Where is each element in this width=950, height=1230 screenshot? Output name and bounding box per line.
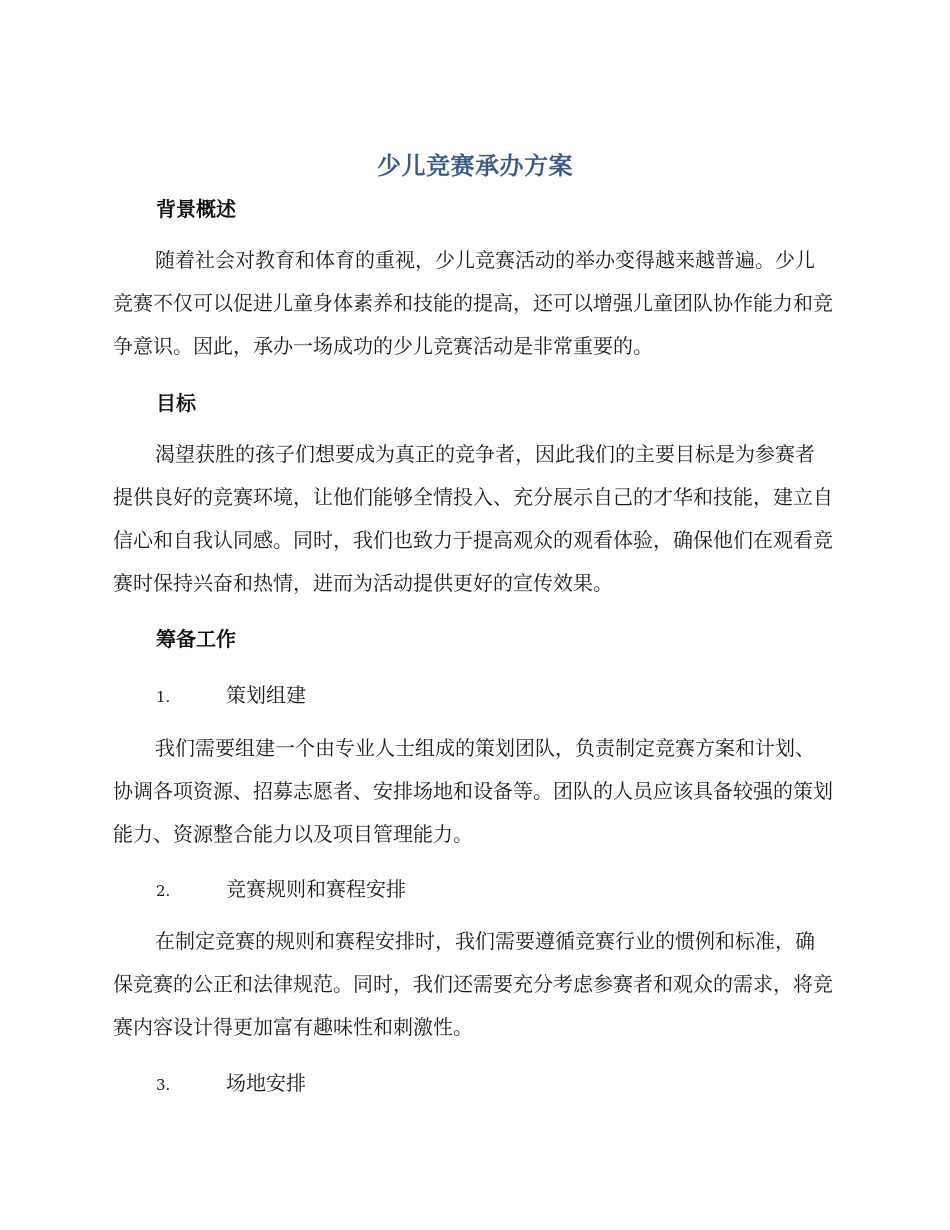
list-item-rules-schedule	[156, 873, 406, 902]
list-number: 3.	[156, 1076, 171, 1094]
list-item-label: 策划组建	[226, 683, 306, 707]
list-item-label: 场地安排	[226, 1071, 306, 1095]
paragraph-planning: 我们需要组建一个由专业人士组成的策划团队，负责制定竞赛方案和计划、协调各项资源、招募志愿者、安排场地和设备等。团队的人员应该具备较强的策划能力、资源整合能力以及项目管理能力。	[113, 736, 833, 846]
paragraph-rules-schedule: 在制定竞赛的规则和赛程安排时，我们需要遵循竞赛行业的惯例和标准，确保竞赛的公正和法律规范。同时，我们还需要充分考虑参赛者和观众的需求，将竞赛内容设计得更加富有趣味性和刺激性。	[113, 929, 833, 1039]
list-item-planning	[156, 679, 306, 708]
list-item-venue	[156, 1067, 306, 1096]
section-heading-goal: 目标	[156, 391, 196, 415]
list-number: 2.	[156, 882, 171, 900]
list-number: 1.	[156, 688, 171, 706]
document-title: 少儿竞赛承办方案	[377, 152, 573, 180]
paragraph-goal: 渴望获胜的孩子们想要成为真正的竞争者，因此我们的主要目标是为参赛者提供良好的竞赛环境，让他们能够全情投入、充分展示自己的才华和技能，建立自信心和自我认同感。同时，我们也致力于提高观众的观看体验，确保他们在观看竞赛时保持兴奋和热情，进而为活动提供更好的宣传效果。	[113, 442, 833, 595]
paragraph-background: 随着社会对教育和体育的重视，少儿竞赛活动的举办变得越来越普遍。少儿竞赛不仅可以促进儿童身体素养和技能的提高，还可以增强儿童团队协作能力和竞争意识。因此，承办一场成功的少儿竞赛活动是非常重要的。	[113, 248, 833, 358]
list-item-label: 竞赛规则和赛程安排	[226, 877, 406, 901]
section-heading-preparation: 筹备工作	[156, 627, 236, 651]
section-heading-background: 背景概述	[156, 197, 236, 221]
